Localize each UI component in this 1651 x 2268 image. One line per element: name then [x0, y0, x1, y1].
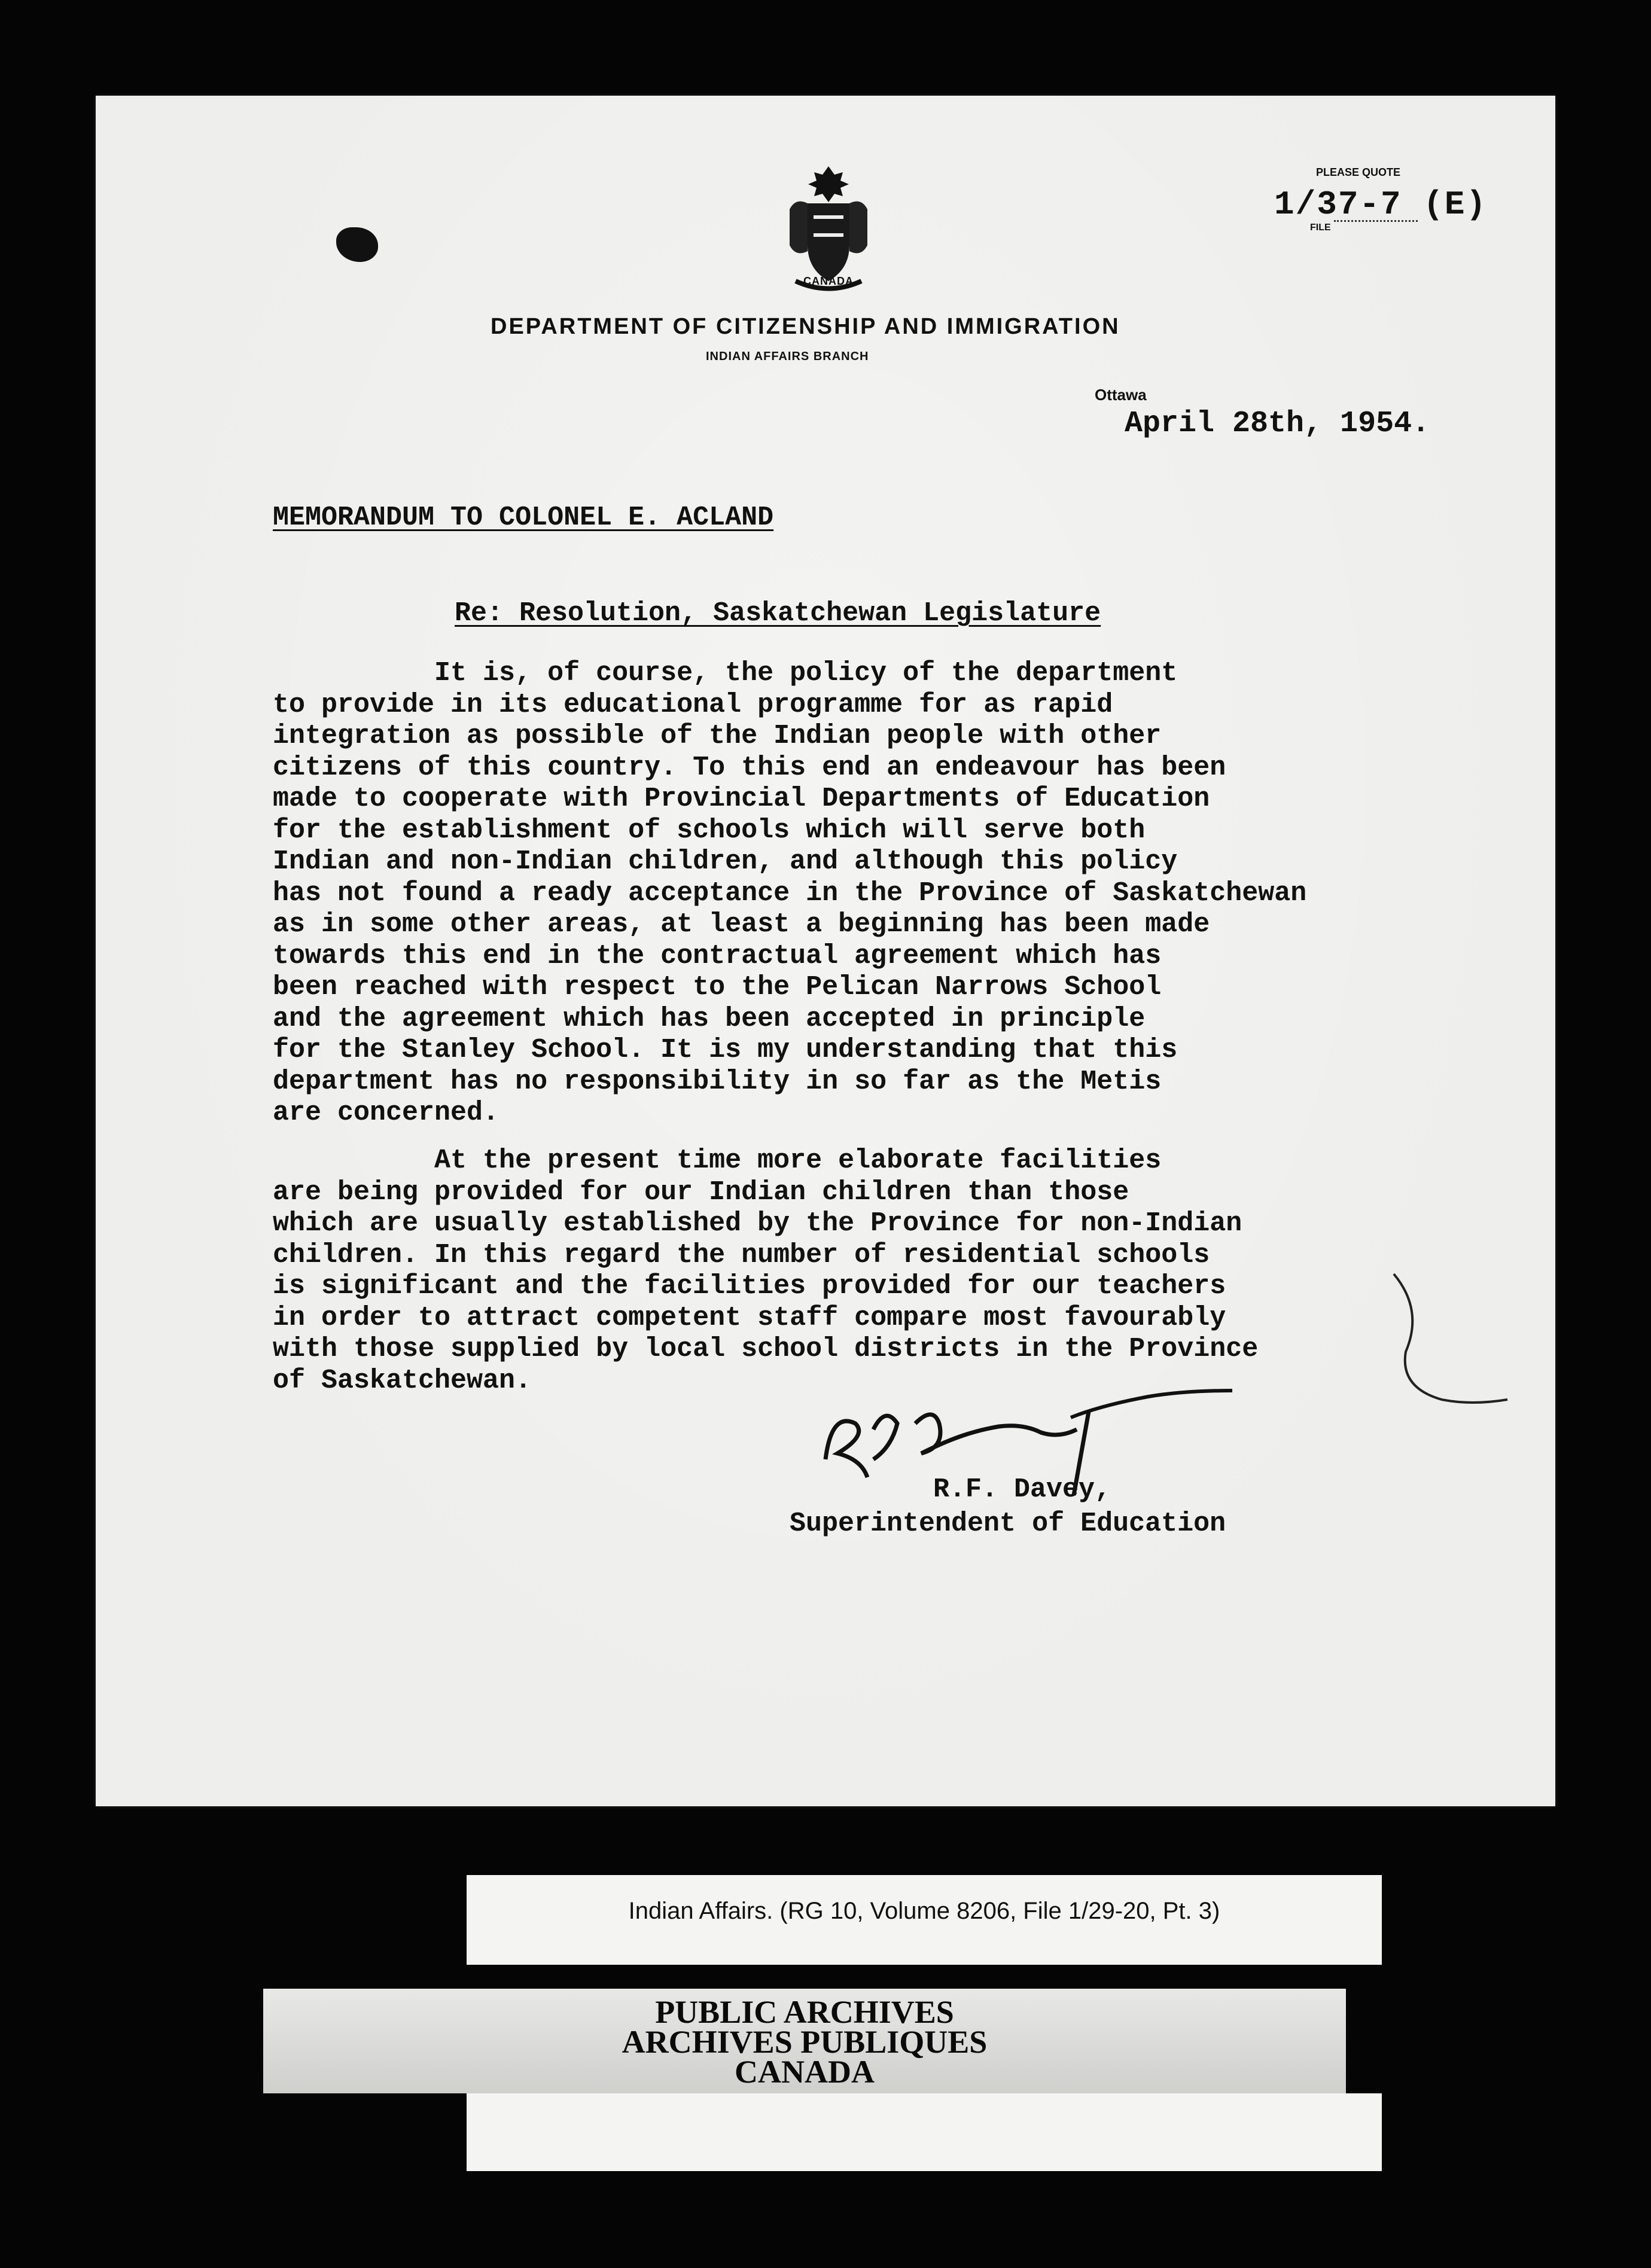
- archive-stamp-line-2: ARCHIVES PUBLIQUES: [622, 2024, 988, 2060]
- archive-reference-text: Indian Affairs. (RG 10, Volume 8206, File 1/29-20, Pt. 3): [628, 1898, 1220, 1924]
- archive-reference-card: [467, 1875, 1382, 1965]
- dateline-place: Ottawa: [1095, 386, 1147, 404]
- department-name: DEPARTMENT OF CITIZENSHIP AND IMMIGRATION: [491, 314, 1120, 339]
- memo-page: [96, 96, 1555, 1806]
- memo-recipient: MEMORANDUM TO COLONEL E. ACLAND: [273, 502, 774, 533]
- memo-paragraph-2: At the present time more elaborate facilities are being provided for our Indian children than those which are usually established by the Province for non-Indian children. In this regard the number of residential schools is significant and the facilities provided for our teachers in order to attract competent staff compare most favourably with those supplied by local school districts in the Province of Saskatchewan.: [273, 1145, 1259, 1396]
- archive-card-bottom: [467, 2093, 1382, 2171]
- signatory-name: R.F. Davey,: [933, 1474, 1111, 1505]
- branch-name: INDIAN AFFAIRS BRANCH: [706, 350, 869, 363]
- margin-bracket-mark: [1382, 1268, 1513, 1423]
- archive-stamp-line-1: PUBLIC ARCHIVES: [655, 1994, 954, 2030]
- memo-paragraph-1: It is, of course, the policy of the department to provide in its educational programme for as rapid integration as possible of the Indian people with other citizens of this country. To this end an endeavour has been made to cooperate with Provincial Departments of Education for the establishment of schools which will serve both Indian and non-Indian children, and although this policy has not found a ready acceptance in the Province of Saskatchewan as in some other areas, at least a beginning has been made towards this end in the contractual agreement which has been reached with respect to the Pelican Narrows School and the agreement which has been accepted in principle for the Stanley School. It is my understanding that this department has no responsibility in so far as the Metis are concerned.: [273, 658, 1307, 1128]
- letterhead-country: CANADA: [803, 275, 854, 287]
- archive-stamp-line-3: CANADA: [735, 2054, 875, 2090]
- please-quote-label: PLEASE QUOTE: [1316, 166, 1401, 178]
- ink-blot: [336, 227, 378, 262]
- file-number: 1/37-7 (E): [1274, 185, 1488, 224]
- file-label: FILE: [1310, 222, 1331, 233]
- signatory-title: Superintendent of Education: [790, 1508, 1226, 1539]
- memo-subject: Re: Resolution, Saskatchewan Legislature: [455, 598, 1101, 629]
- archive-stamp: [263, 1989, 1346, 2093]
- dateline-date: April 28th, 1954.: [1125, 407, 1430, 441]
- file-dotted-line: [1334, 220, 1418, 222]
